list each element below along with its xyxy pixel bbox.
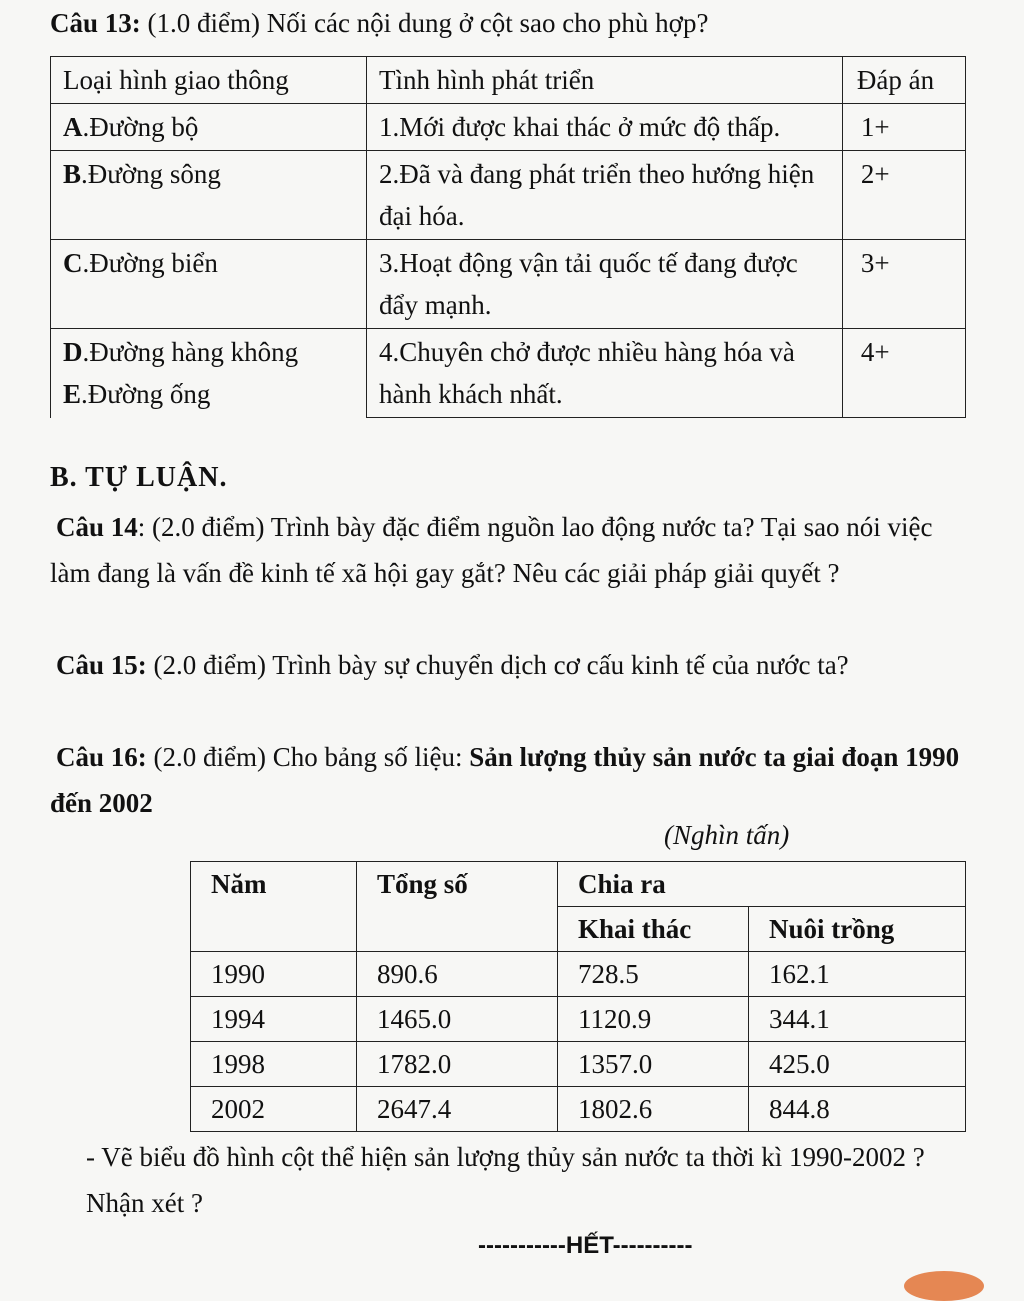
transport-type-text: .Đường biển	[82, 248, 218, 278]
header-split: Chia ra	[558, 862, 966, 907]
option-letter: B	[63, 159, 82, 189]
transport-type-text: .Đường bộ	[82, 112, 199, 142]
table-row	[191, 997, 966, 1042]
header-year: Năm	[191, 862, 357, 952]
table-row	[51, 104, 966, 151]
farm-cell: 344.1	[749, 997, 966, 1042]
development-cell: 2.Đã và đang phát triển theo hướng hiện đại hóa.	[366, 151, 842, 240]
catch-cell: 728.5	[558, 952, 749, 997]
table-row	[191, 1087, 966, 1132]
table-row	[191, 952, 966, 997]
table-row	[51, 329, 966, 418]
year-cell: 1998	[191, 1042, 357, 1087]
year-cell: 2002	[191, 1087, 357, 1132]
year-cell: 1990	[191, 952, 357, 997]
question-16-label: Câu 16:	[56, 742, 147, 772]
header-farm: Nuôi trồng	[749, 907, 966, 952]
transport-type-cell	[51, 104, 367, 151]
question-15-label: Câu 15:	[56, 650, 147, 680]
answer-cell: 1+	[842, 104, 965, 151]
header-answer: Đáp án	[842, 57, 965, 104]
catch-cell: 1802.6	[558, 1087, 749, 1132]
matching-header-row	[51, 57, 966, 104]
answer-cell: 3+	[842, 240, 965, 329]
transport-type-text: .Đường ống	[81, 379, 211, 409]
option-letter: D	[63, 337, 83, 367]
answer-cell: 2+	[842, 151, 965, 240]
matching-table	[50, 56, 966, 418]
transport-type-cell	[51, 151, 367, 240]
question-15	[50, 642, 970, 688]
data-table	[190, 861, 966, 1132]
section-b-heading: B. TỰ LUẬN.	[50, 462, 228, 493]
transport-type-cell	[51, 240, 367, 329]
question-16	[50, 734, 970, 826]
question-14-label: Câu 14	[56, 512, 138, 542]
data-header-row	[191, 862, 966, 907]
option-letter: C	[63, 248, 83, 278]
year-cell: 1994	[191, 997, 357, 1042]
development-cell: 1.Mới được khai thác ở mức độ thấp.	[366, 104, 842, 151]
corner-smudge	[904, 1271, 984, 1301]
header-transport-type: Loại hình giao thông	[51, 57, 367, 104]
catch-cell: 1357.0	[558, 1042, 749, 1087]
total-cell: 1465.0	[357, 997, 558, 1042]
total-cell: 2647.4	[357, 1087, 558, 1132]
farm-cell: 162.1	[749, 952, 966, 997]
question-13-label: Câu 13:	[50, 8, 141, 38]
answer-cell: 4+	[842, 329, 965, 418]
end-mark: -----------HẾT----------	[478, 1232, 693, 1259]
header-development: Tình hình phát triển	[366, 57, 842, 104]
development-cell: 4.Chuyên chở được nhiều hàng hóa và hành khách nhất.	[366, 329, 842, 418]
header-total: Tổng số	[357, 862, 558, 952]
farm-cell: 844.8	[749, 1087, 966, 1132]
option-letter: A	[63, 112, 83, 142]
question-16-text: (2.0 điểm) Cho bảng số liệu:	[146, 742, 470, 772]
question-13-heading	[50, 8, 708, 39]
question-15-text: (2.0 điểm) Trình bày sự chuyển dịch cơ cấu kinh tế của nước ta?	[146, 650, 849, 680]
unit-label: (Nghìn tấn)	[664, 820, 790, 850]
total-cell: 890.6	[357, 952, 558, 997]
question-14	[50, 504, 970, 596]
transport-type-text: .Đường hàng không	[82, 337, 299, 367]
question-16-table-title: Sản lượng thủy sản nước ta giai đoạn 1990 đến 2002	[50, 742, 960, 818]
chart-task: - Vẽ biểu đồ hình cột thể hiện sản lượng thủy sản nước ta thời kì 1990-2002 ? Nhận xét ?	[86, 1142, 925, 1218]
development-cell: 3.Hoạt động vận tải quốc tế đang được đẩy mạnh.	[366, 240, 842, 329]
table-row	[51, 151, 966, 240]
option-letter: E	[63, 379, 82, 409]
catch-cell: 1120.9	[558, 997, 749, 1042]
question-13-text: (1.0 điểm) Nối các nội dung ở cột sao cho phù hợp?	[140, 8, 709, 38]
transport-type-text: .Đường sông	[81, 159, 221, 189]
table-row	[191, 1042, 966, 1087]
transport-type-cell	[51, 329, 367, 418]
question-14-text: : (2.0 điểm) Trình bày đặc điểm nguồn lao động nước ta? Tại sao nói việc làm đang là vấn đề kinh tế xã hội gay gắt? Nêu các giải pháp giải quyết ?	[50, 512, 933, 588]
farm-cell: 425.0	[749, 1042, 966, 1087]
header-catch: Khai thác	[558, 907, 749, 952]
table-row	[51, 240, 966, 329]
total-cell: 1782.0	[357, 1042, 558, 1087]
